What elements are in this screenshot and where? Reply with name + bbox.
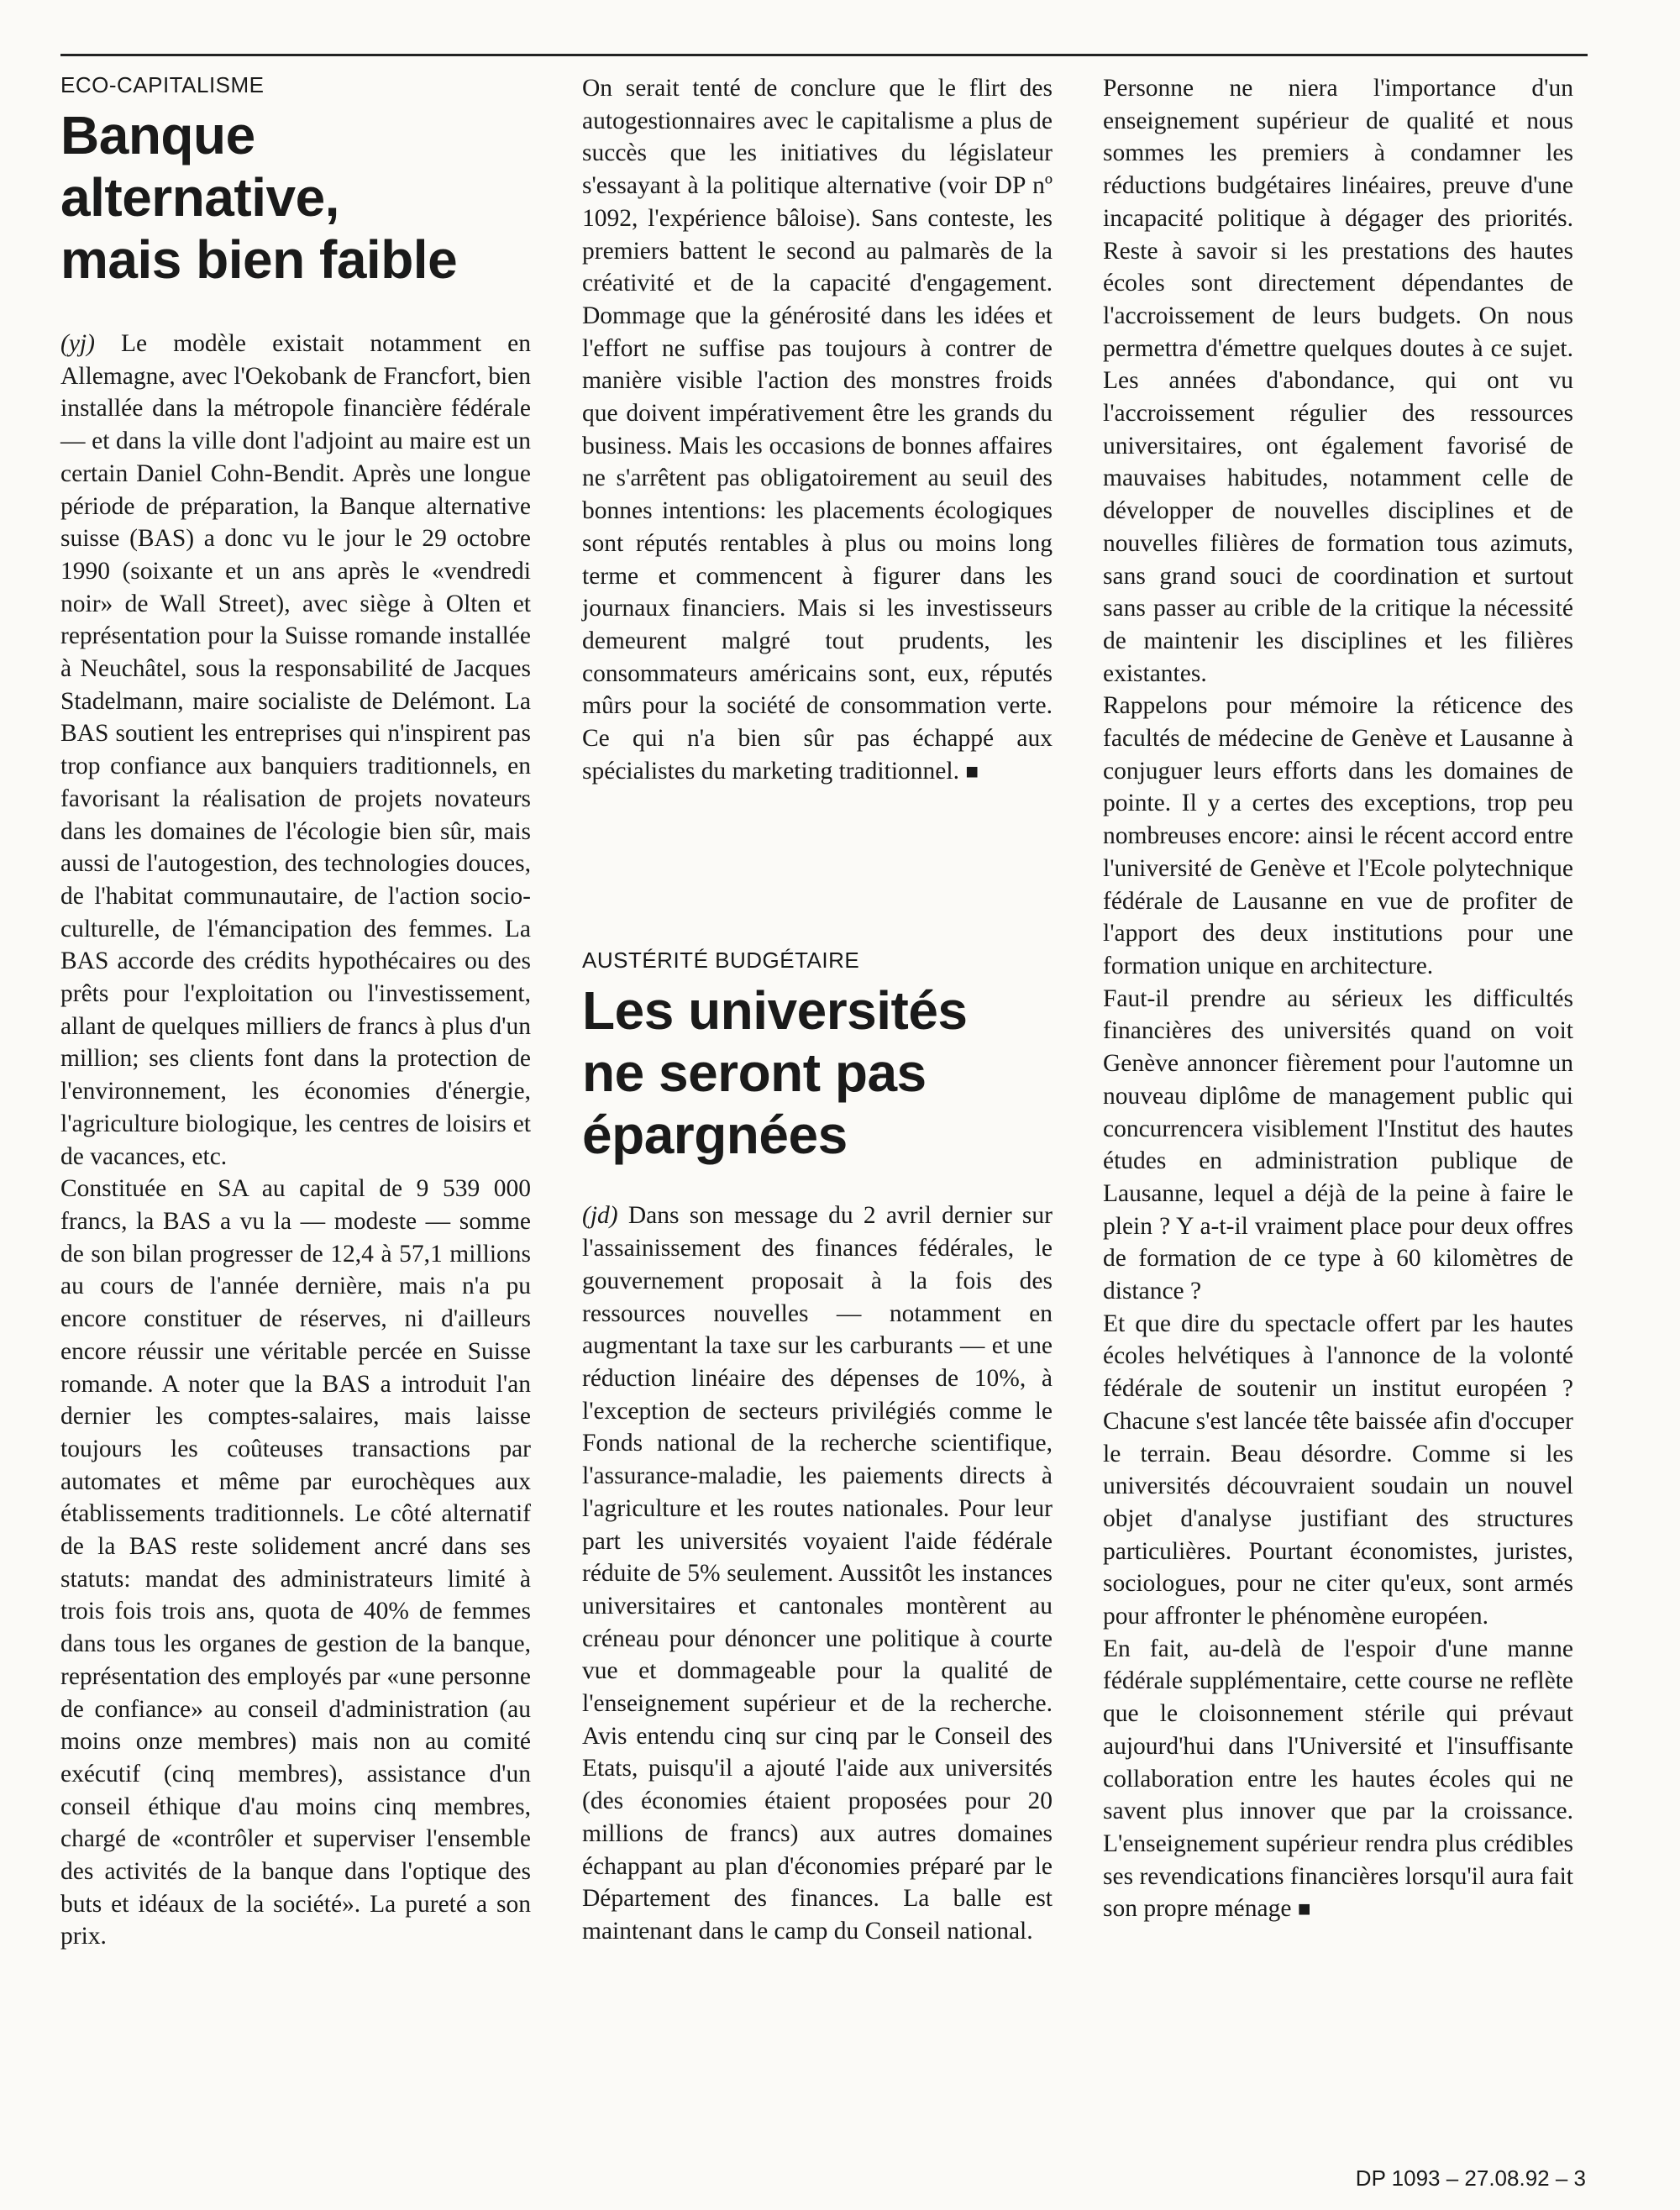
article1-paragraph-3-text: On serait tenté de conclure que le flirt des autogestionnaires avec le capitalisme a plus de succès que les initiatives du législateur s'essayant à la politique alternative (voir DP nº 1092, l'expérience bâloise). Sans conteste, les premiers battent le second au palmarès de la créativité et de la capacité d'engagement. Dommage que la générosité dans les idées et l'effort ne suffise pas toujours à contrer de manière visible l'action des monstres froids que doivent impérativement être les grands du business. Mais les occasions de bonnes affaires ne s'arrêtent pas obligatoirement au seuil des bonnes intentions: les placements écologiques sont réputés rentables à plus ou moins long terme et commencent à figurer dans les journaux financiers. Mais si les investisseurs demeurent malgré tout prudents, les consommateurs américains sont, eux, réputés mûrs pour la société de consommation verte. Ce qui n'a bien sûr pas échappé aux spécialistes du marketing traditionnel. (582, 75, 1053, 785)
article2-headline-line1: Les universités (582, 980, 968, 1042)
article2-paragraph-5: Et que dire du spectacle offert par les hautes écoles helvétiques à l'annonce de la volonté fédérale de soutenir un institut européen ? Chacune s'est lancée tête baissée afin d'occuper le terrain. Beau désordre. Comme si les universités découvraient soudain un nouvel objet d'analyse justifiant des structures particulières. Pourtant économistes, juristes, sociologues, pour ne citer qu'eux, sont armés pour affronter le phénomène européen. (1103, 1310, 1573, 1630)
article1-body-continued (582, 72, 1053, 788)
article2-headline-line2: ne seront pas (582, 1042, 927, 1104)
article2-paragraph-4: Faut-il prendre au sérieux les difficultés financières des universités quand on voit Genève annoncer fièrement pour l'automne un nouveau diplôme de management public qui concurrencera visiblement l'Institut des hautes études en administration publique de Lausanne, lequel a déjà de la peine à faire le plein ? Y a-t-il vraiment place pour deux offres de formation de ce type à 60 kilomètres de distance ? (1103, 984, 1573, 1305)
article1-paragraph-1 (60, 328, 531, 1173)
article1-headline-line1: Banque alternative, (60, 105, 339, 228)
article1-body (60, 328, 531, 1953)
article2-paragraph-1 (582, 1199, 1053, 1947)
article1-paragraph-3 (582, 72, 1053, 788)
article2-headline-line3: épargnées (582, 1105, 848, 1166)
top-rule (60, 54, 1588, 56)
article2-paragraph-6 (1103, 1633, 1573, 1926)
article1-byline: (yj) (60, 330, 95, 357)
column-3 (1103, 72, 1573, 1926)
article2-end-mark: ■ (1297, 1897, 1311, 1922)
article1-headline (60, 104, 531, 291)
article1-paragraph-2: Constituée en SA au capital de 9 539 000 francs, la BAS a vu la — modeste — somme de son bilan progresser de 12,4 à 57,1 millions au cours de l'année dernière, mais n'a pu encore constituer de réserves, ni d'ailleurs encore réussir une véritable percée en Suisse romande. A noter que la BAS a introduit l'an dernier les comptes-salaires, mais laisse toujours les coûteuses transactions par automates et même par eurochèques aux établissements traditionnels. Le côté alternatif de la BAS reste solidement ancré dans ses statuts: mandat des administrateurs limité à trois fois trois ans, quota de 40% de femmes dans tous les organes de gestion de la banque, représentation des employés par «une personne de confiance» au conseil d'administration (au moins onze membres) mais non au comité exécutif (cinq membres), assistance d'un conseil éthique d'au moins cinq membres, chargé de «contrôler et superviser l'ensemble des activités de la banque dans l'optique des buts et idéaux de la société». La pureté a son prix. (60, 1175, 531, 1950)
article1-kicker: ECO-CAPITALISME (60, 72, 265, 97)
article2-paragraph-2: Personne ne niera l'importance d'un enseignement supérieur de qualité et nous sommes les premiers à condamner les réductions budgétaires linéaires, preuve d'une incapacité politique à dégager des priorités. Reste à savoir si les prestations des hautes écoles sont directement dépendantes de l'accroissement de leurs budgets. On nous permettra d'émettre quelques doutes à ce sujet. Les années d'abondance, qui ont vu l'accroissement régulier des ressources universitaires, ont également favorisé de mauvaises habitudes, notamment celle de développer de nouvelles disciplines et de nouvelles filières de formation tous azimuts, sans grand souci de coordination et surtout sans passer au crible de la critique la nécessité de maintenir les disciplines et les filières existantes. (1103, 75, 1573, 687)
column-1 (60, 72, 531, 1953)
article2-headline (582, 979, 1053, 1166)
article2-paragraph-1-text: Dans son message du 2 avril dernier sur l'assainissement des finances fédérales, le gouvernement proposait à la fois des ressources nouvelles — notamment en augmentant la taxe sur les carburants — et une réduction linéaire des dépenses de 10%, à l'exception de secteurs privilégiés comme le Fonds national de la recherche scientifique, l'assurance-maladie, les paiements directs à l'agriculture et les routes nationales. Pour leur part les universités voyaient l'aide fédérale réduite de 5% seulement. Aussitôt les instances universitaires et cantonales montèrent au créneau pour dénoncer une politique à courte vue et dommageable pour la qualité de l'enseignement supérieur et de la recherche. Avis entendu cinq sur cinq par le Conseil des Etats, puisqu'il a ajouté l'aide aux universités (des économies étaient proposées pour 20 millions de francs) aux autres domaines échappant au plan d'économies préparé par le Département des finances. La balle est maintenant dans le camp du Conseil national. (582, 1202, 1053, 1945)
article2-header (582, 948, 1053, 1947)
article2-paragraph-6-text: En fait, au-delà de l'espoir d'une manne fédérale supplémentaire, cette course ne reflète que le cloisonnement stérile qui prévaut aujourd'hui dans l'Université et l'insuffisante collaboration entre les hautes écoles qui ne savent plus innover que par la croissance. L'enseignement supérieur rendra plus crédibles ses revendications financières lorsqu'il aura fait son propre ménage (1103, 1635, 1573, 1923)
article2-paragraph-3: Rappelons pour mémoire la réticence des facultés de médecine de Genève et Lausanne à conjuguer leurs efforts dans les domaines de pointe. Il y a certes des exceptions, trop peu nombreuses encore: ainsi le récent accord entre l'université de Genève et l'Ecole polytechnique fédérale de Lausanne en vue de profiter de l'apport des deux institutions pour une formation unique en architecture. (1103, 692, 1573, 979)
article2-body-continued (1103, 72, 1573, 1926)
page-folio: DP 1093 – 27.08.92 – 3 (1355, 2165, 1586, 2191)
article1-paragraph-1-text: Le modèle existait notamment en Allemagne, avec l'Oekobank de Francfort, bien installée dans la métropole financière fédérale — et dans la ville dont l'adjoint au maire est un certain Daniel Cohn-Bendit. Après une longue période de préparation, la Banque alternative suisse (BAS) a donc vu le jour le 29 octobre 1990 (soixante et un ans après le «vendredi noir» de Wall Street), avec siège à Olten et représentation pour la Suisse romande installée à Neuchâtel, sous la responsabilité de Jacques Stadelmann, maire socialiste de Delémont. La BAS soutient les entreprises qui n'inspirent pas trop confiance aux banquiers traditionnels, en favorisant la réalisation de projets novateurs dans les domaines de l'écologie bien sûr, mais aussi de l'autogestion, des technologies douces, de l'habitat communautaire, de l'action socio-culturelle, de l'émancipation des femmes. La BAS accorde des crédits hypothécaires ou des prêts pour l'exploitation ou l'investissement, allant de quelques milliers de francs à plus d'un million; ses clients font dans la protection de l'environnement, les économies d'énergie, l'agriculture biologique, les centres de loisirs et de vacances, etc. (60, 330, 531, 1170)
article2-byline: (jd) (582, 1202, 618, 1230)
article1-end-mark: ■ (965, 759, 979, 784)
article2-body (582, 1199, 1053, 1947)
article2-kicker: AUSTÉRITÉ BUDGÉTAIRE (582, 948, 860, 974)
article1-headline-line2: mais bien faible (60, 229, 458, 290)
column-2 (582, 72, 1053, 1948)
